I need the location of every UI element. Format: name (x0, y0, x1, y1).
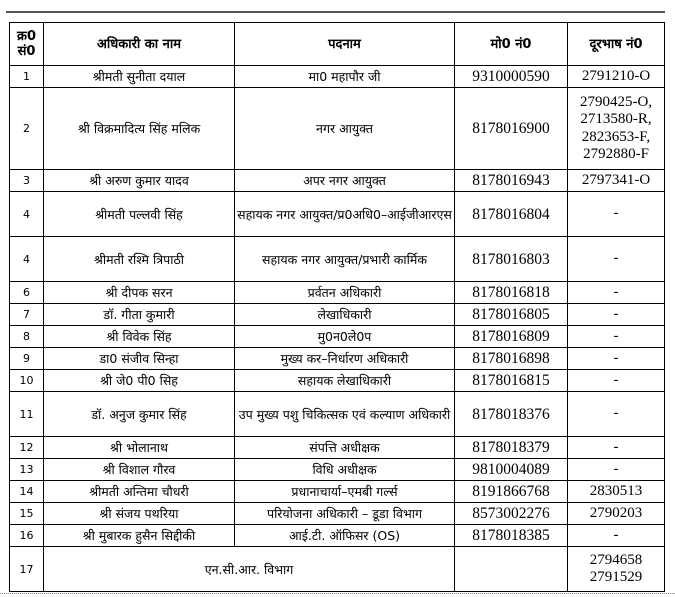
header-serial-number: क्र0 सं0 (10, 23, 44, 66)
table-row (10, 348, 665, 370)
table-row (10, 170, 665, 192)
header-mobile-number: मो0 नं0 (455, 23, 568, 66)
phone-cell: - (568, 304, 665, 326)
table-row (10, 326, 665, 348)
header-designation: पदनाम (235, 23, 455, 66)
name-cell: श्री जे0 पी0 सिह (44, 370, 235, 392)
designation-cell: नगर आयुक्त (235, 88, 455, 170)
mobile-cell: 8178018376 (455, 392, 568, 437)
phone-cell: 2791210-O (568, 66, 665, 88)
designation-cell: उप मुख्य पशु चिकित्सक एवं कल्याण अधिकारी (235, 392, 455, 437)
designation-cell: सहायक नगर आयुक्त/प्रभारी कार्मिक (235, 237, 455, 282)
name-cell: डा0 संजीव सिन्हा (44, 348, 235, 370)
name-cell: श्री अरुण कुमार यादव (44, 170, 235, 192)
name-cell: डॉ. अनुज कुमार सिंह (44, 392, 235, 437)
table-body (10, 66, 665, 592)
phone-cell: 2790425-O, 2713580-R, 2823653-F, 2792880-F (568, 88, 665, 170)
phone-cell: - (568, 525, 665, 547)
serial-cell: 3 (10, 170, 44, 192)
serial-cell: 9 (10, 348, 44, 370)
table-row (10, 282, 665, 304)
table-row (10, 66, 665, 88)
name-cell: श्री भोलानाथ (44, 437, 235, 459)
serial-cell: 17 (10, 547, 44, 592)
name-cell: श्रीमती अन्तिमा चौधरी (44, 481, 235, 503)
table-row (10, 547, 665, 592)
mobile-cell: 8178018379 (455, 437, 568, 459)
serial-cell: 2 (10, 88, 44, 170)
designation-cell: सहायक लेखाधिकारी (235, 370, 455, 392)
phone-cell: - (568, 282, 665, 304)
table-row (10, 481, 665, 503)
table-row (10, 503, 665, 525)
header-row (10, 23, 665, 66)
mobile-cell (455, 547, 568, 592)
designation-cell: सहायक नगर आयुक्त/प्र0अधि0–आईजीआरएस (235, 192, 455, 237)
serial-cell: 4 (10, 192, 44, 237)
bottom-rule (0, 593, 675, 594)
name-cell: श्रीमती पल्लवी सिंह (44, 192, 235, 237)
table-row (10, 459, 665, 481)
top-rule (6, 11, 665, 13)
phone-cell: - (568, 348, 665, 370)
designation-cell: आई.टी. ऑफिसर (OS) (235, 525, 455, 547)
serial-cell: 7 (10, 304, 44, 326)
mobile-cell: 8178018385 (455, 525, 568, 547)
phone-cell: - (568, 437, 665, 459)
name-cell: श्री विशाल गौरव (44, 459, 235, 481)
designation-cell: विधि अधीक्षक (235, 459, 455, 481)
serial-cell: 1 (10, 66, 44, 88)
table-row (10, 192, 665, 237)
mobile-cell: 8178016803 (455, 237, 568, 282)
phone-cell: - (568, 370, 665, 392)
designation-cell: मा0 महापौर जी (235, 66, 455, 88)
table-row (10, 370, 665, 392)
table-row (10, 437, 665, 459)
phone-cell: 2794658 2791529 (568, 547, 665, 592)
header-phone-number: दूरभाष नं0 (568, 23, 665, 66)
designation-cell: मु0न0ले0प (235, 326, 455, 348)
name-cell: श्री विक्रमादित्य सिंह मलिक (44, 88, 235, 170)
serial-cell: 11 (10, 392, 44, 437)
mobile-cell: 9810004089 (455, 459, 568, 481)
designation-cell: मुख्य कर–निर्धारण अधिकारी (235, 348, 455, 370)
mobile-cell: 8178016900 (455, 88, 568, 170)
table-row (10, 88, 665, 170)
phone-cell: 2797341-O (568, 170, 665, 192)
phone-cell: 2790203 (568, 503, 665, 525)
serial-cell: 12 (10, 437, 44, 459)
mobile-cell: 8191866768 (455, 481, 568, 503)
designation-cell: संपत्ति अधीक्षक (235, 437, 455, 459)
table-row (10, 304, 665, 326)
serial-cell: 4 (10, 237, 44, 282)
name-cell: डॉ. गीता कुमारी (44, 304, 235, 326)
mobile-cell: 8178016943 (455, 170, 568, 192)
table-row (10, 237, 665, 282)
serial-cell: 16 (10, 525, 44, 547)
mobile-cell: 8573002276 (455, 503, 568, 525)
mobile-cell: 9310000590 (455, 66, 568, 88)
mobile-cell: 8178016804 (455, 192, 568, 237)
serial-cell: 13 (10, 459, 44, 481)
serial-cell: 15 (10, 503, 44, 525)
table-row (10, 392, 665, 437)
phone-cell: 2830513 (568, 481, 665, 503)
mobile-cell: 8178016815 (455, 370, 568, 392)
mobile-cell: 8178016818 (455, 282, 568, 304)
designation-cell: प्रधानाचार्या–एमबी गर्ल्स (235, 481, 455, 503)
designation-cell: लेखाधिकारी (235, 304, 455, 326)
name-cell: श्री मुबारक हुसैन सिद्दीकी (44, 525, 235, 547)
phone-cell: - (568, 192, 665, 237)
name-cell: श्रीमती रश्मि त्रिपाठी (44, 237, 235, 282)
name-cell: श्री दीपक सरन (44, 282, 235, 304)
mobile-cell: 8178016898 (455, 348, 568, 370)
designation-cell: परियोजना अधिकारी – डूडा विभाग (235, 503, 455, 525)
serial-cell: 8 (10, 326, 44, 348)
name-cell: श्रीमती सुनीता दयाल (44, 66, 235, 88)
phone-cell: - (568, 237, 665, 282)
department-cell: एन.सी.आर. विभाग (44, 547, 455, 592)
designation-cell: अपर नगर आयुक्त (235, 170, 455, 192)
serial-cell: 10 (10, 370, 44, 392)
phone-cell: - (568, 326, 665, 348)
phone-cell: - (568, 459, 665, 481)
table-row (10, 525, 665, 547)
name-cell: श्री संजय पथरिया (44, 503, 235, 525)
designation-cell: प्रर्वतन अधिकारी (235, 282, 455, 304)
officer-directory-table (9, 22, 665, 592)
mobile-cell: 8178016809 (455, 326, 568, 348)
serial-cell: 6 (10, 282, 44, 304)
mobile-cell: 8178016805 (455, 304, 568, 326)
serial-cell: 14 (10, 481, 44, 503)
name-cell: श्री विवेक सिंह (44, 326, 235, 348)
header-officer-name: अधिकारी का नाम (44, 23, 235, 66)
phone-cell: - (568, 392, 665, 437)
